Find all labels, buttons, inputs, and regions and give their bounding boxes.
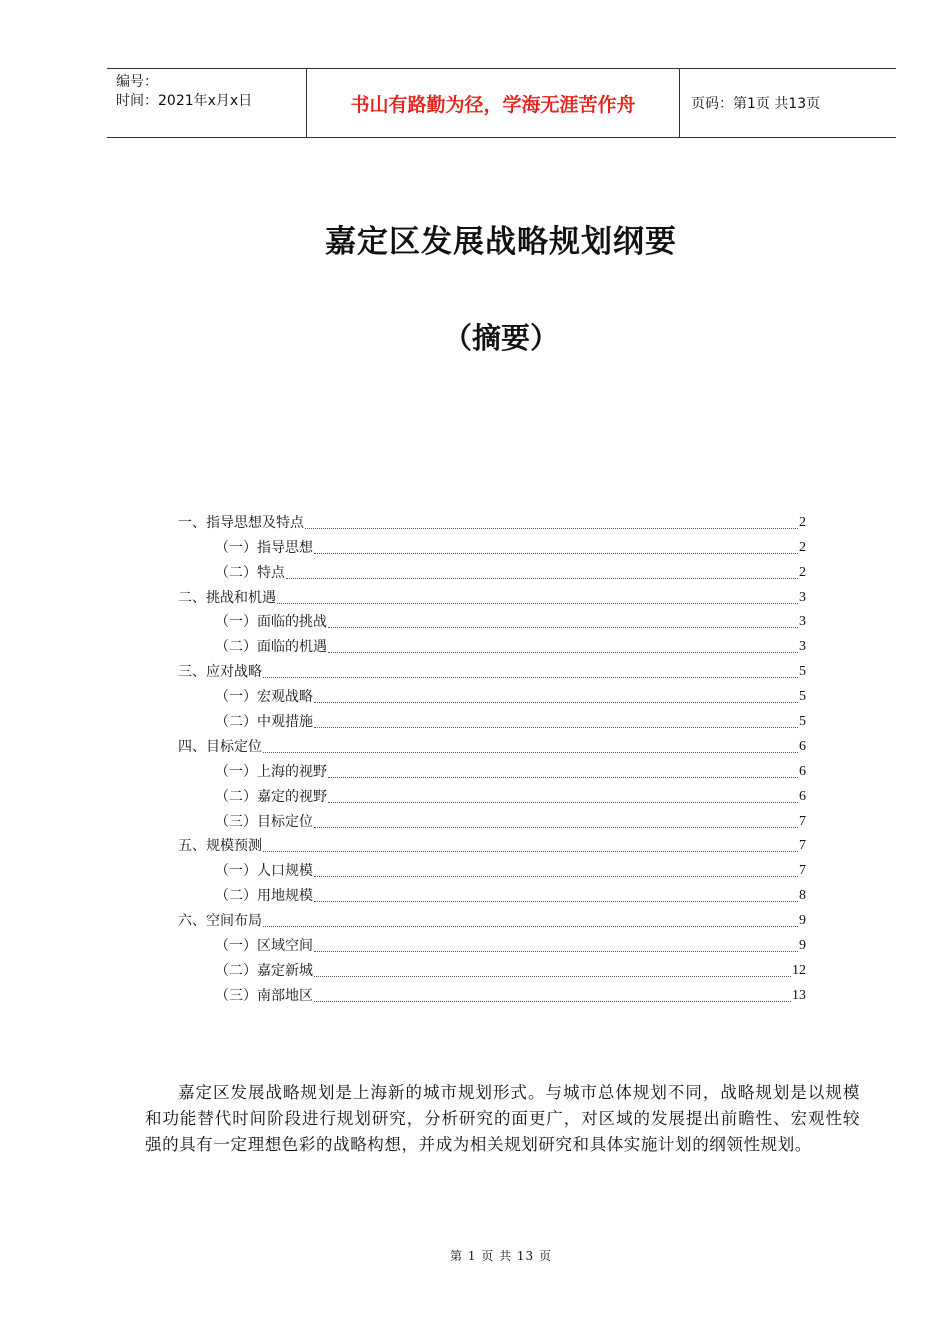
- toc-leader-dots: [314, 726, 798, 728]
- toc-leader-dots: [328, 651, 798, 653]
- toc-leader-dots: [328, 626, 798, 628]
- toc-entry-label: （一）指导思想: [215, 539, 313, 556]
- toc-entry-page: 6: [799, 788, 806, 804]
- toc-entry-label: （一）面临的挑战: [215, 614, 327, 631]
- toc-entry[interactable]: [178, 507, 806, 532]
- toc-leader-dots: [314, 701, 798, 703]
- toc-entry-label: （一）上海的视野: [215, 763, 327, 780]
- toc-entry-label: 五、规模预测: [178, 838, 262, 855]
- time-label: 时间：2021年x月x日: [116, 93, 253, 109]
- toc-entry-page: 7: [799, 863, 806, 879]
- toc-entry[interactable]: [178, 731, 806, 756]
- toc-entry-page: 3: [799, 614, 806, 630]
- toc-entry-page: 2: [799, 514, 806, 530]
- toc-entry-label: （二）嘉定新城: [215, 962, 313, 979]
- toc-entry[interactable]: [178, 607, 806, 632]
- toc-entry-page: 9: [799, 913, 806, 929]
- page-footer: 第 1 页 共 13 页: [450, 1249, 552, 1263]
- toc-leader-dots: [286, 577, 798, 579]
- toc-entry-page: 2: [799, 539, 806, 555]
- toc-entry-page: 5: [799, 714, 806, 730]
- toc-leader-dots: [328, 776, 798, 778]
- toc-leader-dots: [314, 950, 798, 952]
- toc-leader-dots: [263, 751, 798, 753]
- toc-entry-label: （二）特点: [215, 564, 285, 581]
- toc-entry-label: （三）南部地区: [215, 987, 313, 1004]
- toc-entry[interactable]: [178, 905, 806, 930]
- page-header: [107, 68, 896, 138]
- toc-leader-dots: [314, 826, 798, 828]
- toc-entry[interactable]: [178, 806, 806, 831]
- header-meta: [107, 69, 307, 137]
- toc-entry-page: 5: [799, 689, 806, 705]
- toc-entry[interactable]: [178, 980, 806, 1005]
- toc-leader-dots: [263, 850, 798, 852]
- toc-entry-label: （二）中观措施: [215, 714, 313, 731]
- toc-entry-page: 6: [799, 763, 806, 779]
- intro-paragraph: 嘉定区发展战略规划是上海新的城市规划形式。与城市总体规划不同，战略规划是以规模和功能替代时间阶段进行规划研究，分析研究的面更广，对区域的发展提出前瞻性、宏观性较强的具有一定理想色彩的战略构想，并成为相关规划研究和具体实施计划的纲领性规划。: [145, 1083, 860, 1154]
- toc-entry-page: 13: [792, 987, 806, 1003]
- toc-entry-label: （二）嘉定的视野: [215, 788, 327, 805]
- toc-entry-page: 12: [792, 962, 806, 978]
- toc-leader-dots: [314, 900, 798, 902]
- toc-leader-dots: [305, 527, 798, 529]
- toc-entry[interactable]: [178, 681, 806, 706]
- toc-entry-label: （一）宏观战略: [215, 689, 313, 706]
- toc-entry-page: 7: [799, 813, 806, 829]
- toc-entry[interactable]: [178, 855, 806, 880]
- toc-entry-label: （二）面临的机遇: [215, 639, 327, 656]
- toc-leader-dots: [314, 1000, 791, 1002]
- header-page-info: 页码：第1页 共13页: [691, 96, 821, 112]
- toc-entry-page: 3: [799, 589, 806, 605]
- toc-entry[interactable]: [178, 880, 806, 905]
- toc-entry[interactable]: [178, 781, 806, 806]
- toc-entry-page: 8: [799, 888, 806, 904]
- toc-entry[interactable]: [178, 930, 806, 955]
- toc-entry-page: 2: [799, 564, 806, 580]
- toc-entry-label: （一）区域空间: [215, 938, 313, 955]
- toc-leader-dots: [314, 975, 791, 977]
- toc-leader-dots: [328, 801, 798, 803]
- toc-entry[interactable]: [178, 955, 806, 980]
- toc-entry-page: 9: [799, 938, 806, 954]
- toc-entry-label: 二、挑战和机遇: [178, 589, 276, 606]
- toc-entry[interactable]: [178, 631, 806, 656]
- document-subtitle: （摘要）: [442, 321, 559, 355]
- toc-entry[interactable]: [178, 582, 806, 607]
- toc-entry-page: 5: [799, 664, 806, 680]
- toc-entry-label: 六、空间布局: [178, 913, 262, 930]
- toc-entry-label: 三、应对战略: [178, 664, 262, 681]
- toc-leader-dots: [314, 875, 798, 877]
- toc-entry-page: 6: [799, 738, 806, 754]
- toc-entry[interactable]: [178, 656, 806, 681]
- toc-entry[interactable]: [178, 532, 806, 557]
- toc-entry-label: 一、指导思想及特点: [178, 514, 304, 531]
- toc-entry[interactable]: [178, 706, 806, 731]
- toc-leader-dots: [314, 552, 798, 554]
- header-motto: 书山有路勤为径，学海无涯苦作舟: [307, 69, 680, 137]
- toc-entry[interactable]: [178, 557, 806, 582]
- toc-leader-dots: [263, 925, 798, 927]
- toc-entry-label: （一）人口规模: [215, 863, 313, 880]
- document-title: 嘉定区发展战略规划纲要: [325, 224, 677, 260]
- toc-entry[interactable]: [178, 756, 806, 781]
- toc-entry-page: 7: [799, 838, 806, 854]
- toc-leader-dots: [263, 676, 798, 678]
- toc-entry-page: 3: [799, 639, 806, 655]
- table-of-contents: [178, 507, 806, 1005]
- toc-entry-label: （二）用地规模: [215, 888, 313, 905]
- toc-entry-label: 四、目标定位: [178, 738, 262, 755]
- toc-entry-label: （三）目标定位: [215, 813, 313, 830]
- toc-leader-dots: [277, 602, 798, 604]
- code-label: 编号：: [116, 74, 158, 90]
- toc-entry[interactable]: [178, 831, 806, 856]
